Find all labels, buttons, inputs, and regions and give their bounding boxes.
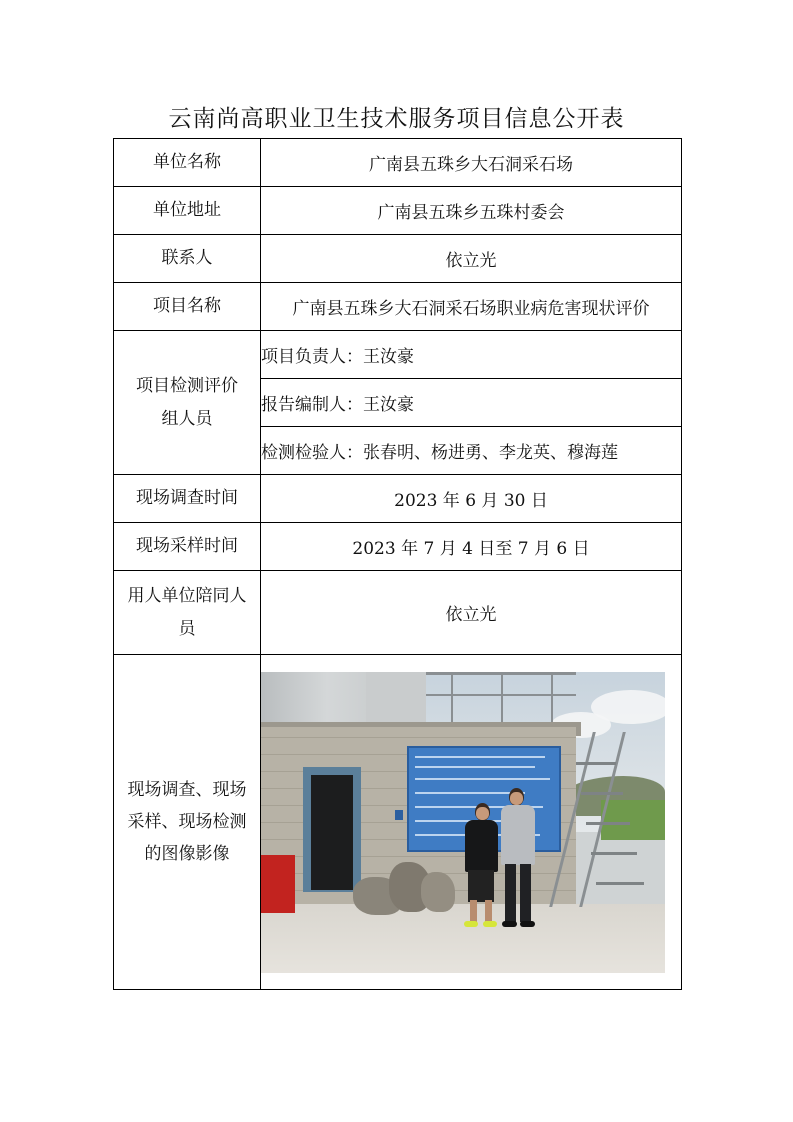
board-text-line (415, 756, 545, 758)
unit-address-value: 广南县五珠乡五珠村委会 (261, 187, 682, 235)
board-text-line (415, 766, 535, 768)
row-unit-name (114, 139, 682, 187)
photo-doorway (311, 775, 353, 890)
board-text-line (415, 778, 550, 780)
accompany-value: 依立光 (261, 571, 682, 655)
person-body (465, 820, 498, 872)
team-report-author: 报告编制人：王汝豪 (261, 379, 682, 427)
photo-staircase (571, 732, 651, 907)
person-face (476, 807, 489, 820)
row-sampling-time (114, 523, 682, 571)
contact-label: 联系人 (114, 235, 261, 283)
person-jacket (501, 805, 535, 865)
person-shoe (483, 921, 497, 927)
team-leader: 项目负责人：王汝豪 (261, 331, 682, 379)
project-name-value: 广南县五珠乡大石洞采石场职业病危害现状评价 (261, 283, 682, 331)
row-contact (114, 235, 682, 283)
images-label-line2: 采样、现场检测 (127, 811, 247, 832)
person-face (510, 792, 523, 805)
person-leg (520, 864, 531, 922)
person-shoe (520, 921, 535, 927)
unit-name-value: 广南县五珠乡大石洞采石场 (261, 139, 682, 187)
person-shorts (468, 870, 494, 902)
person-leg (470, 900, 477, 922)
sampling-time-value: 2023 年 7 月 4 日至 7 月 6 日 (261, 523, 682, 571)
row-accompany (114, 571, 682, 655)
site-photo-cell (261, 655, 682, 990)
row-unit-address (114, 187, 682, 235)
accompany-label-line2: 员 (178, 618, 196, 639)
row-project-name (114, 283, 682, 331)
person-shoe (502, 921, 517, 927)
stair-step (581, 792, 623, 795)
team-label-line1: 项目检测评价 (136, 376, 238, 397)
photo-ground (261, 904, 665, 973)
images-label (114, 655, 261, 990)
photo-metal-shed-side (366, 672, 426, 727)
survey-time-value: 2023 年 6 月 30 日 (261, 475, 682, 523)
photo-rock (421, 872, 455, 912)
person-leg (485, 900, 492, 922)
accompany-label-line1: 用人单位陪同人 (127, 586, 247, 607)
images-label-line1: 现场调查、现场 (127, 779, 247, 800)
stair-step (591, 852, 637, 855)
row-images (114, 655, 682, 990)
photo-red-panel (261, 855, 295, 913)
board-text-line (415, 820, 515, 822)
project-name-label: 项目名称 (114, 283, 261, 331)
photo-railing-post (551, 672, 553, 722)
images-label-line3: 的图像影像 (144, 844, 230, 865)
accompany-label (114, 571, 261, 655)
contact-value: 依立光 (261, 235, 682, 283)
person-shoe (464, 921, 478, 927)
document-title: 云南尚高职业卫生技术服务项目信息公开表 (168, 106, 625, 132)
person-leg (505, 864, 516, 922)
info-table (113, 138, 682, 990)
row-team-leader (114, 331, 682, 379)
sampling-time-label: 现场采样时间 (114, 523, 261, 571)
row-survey-time (114, 475, 682, 523)
stair-step (596, 882, 644, 885)
site-photo (261, 672, 665, 973)
team-label (114, 331, 261, 475)
photo-small-sign (395, 810, 403, 820)
photo-railing-post (501, 672, 503, 722)
photo-railing-post (451, 672, 453, 722)
team-inspectors: 检测检验人：张春明、杨进勇、李龙英、穆海莲 (261, 427, 682, 475)
unit-address-label: 单位地址 (114, 187, 261, 235)
stair-step (586, 822, 630, 825)
unit-name-label: 单位名称 (114, 139, 261, 187)
team-label-line2: 组人员 (161, 408, 213, 429)
survey-time-label: 现场调查时间 (114, 475, 261, 523)
stair-step (576, 762, 616, 765)
